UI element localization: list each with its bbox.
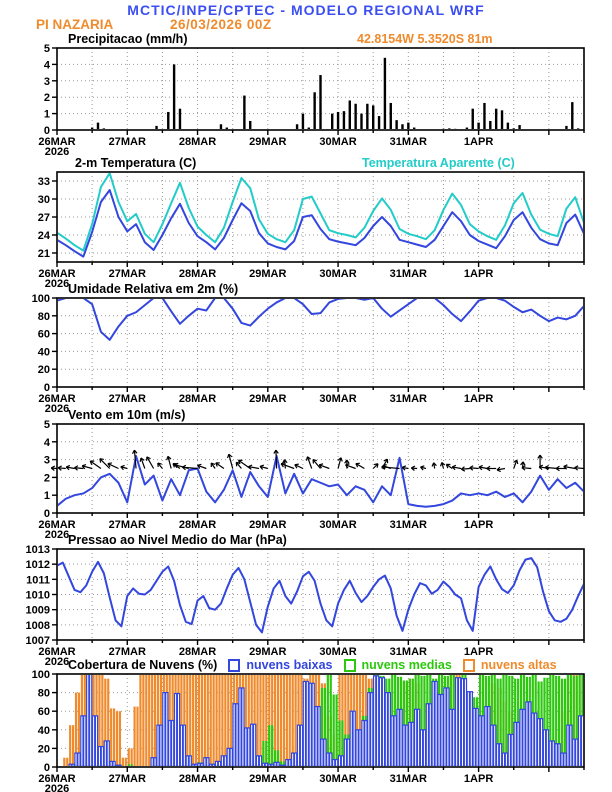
svg-text:40: 40 [37, 346, 50, 359]
svg-text:27MAR: 27MAR [108, 519, 146, 531]
panel-precipitation [38, 43, 584, 158]
mid-clouds-legend-label: nuvens medias [361, 658, 452, 672]
svg-text:80: 80 [37, 310, 50, 323]
svg-text:0: 0 [43, 125, 50, 137]
svg-text:40: 40 [37, 724, 50, 737]
svg-text:1: 1 [43, 490, 50, 503]
svg-text:31MAR: 31MAR [389, 519, 427, 531]
series [57, 298, 584, 340]
svg-text:26MAR: 26MAR [38, 519, 76, 531]
panel-wind [38, 419, 584, 541]
wind-vectors [51, 450, 584, 471]
svg-text:1011: 1011 [26, 574, 50, 587]
page-title: MCTIC/INPE/CPTEC - MODELO REGIONAL WRF [127, 2, 485, 18]
svg-text:30MAR: 30MAR [319, 393, 357, 405]
svg-text:3: 3 [43, 454, 50, 467]
series [91, 58, 579, 130]
svg-text:1008: 1008 [25, 619, 50, 632]
station-label: PI NAZARIA [36, 17, 114, 32]
run-datetime-label: 26/03/2026 00Z [170, 17, 272, 32]
low-clouds-legend-label: nuvens baixas [246, 658, 333, 672]
svg-text:1APR: 1APR [463, 136, 494, 148]
axes [38, 176, 584, 290]
svg-text:2026: 2026 [44, 783, 70, 792]
svg-text:0: 0 [43, 508, 50, 520]
svg-text:1APR: 1APR [463, 268, 494, 280]
svg-text:2026: 2026 [44, 403, 70, 415]
svg-text:28MAR: 28MAR [178, 519, 217, 531]
svg-text:100: 100 [31, 669, 50, 681]
svg-text:24: 24 [37, 230, 50, 242]
svg-text:28MAR: 28MAR [178, 646, 217, 658]
svg-text:30MAR: 30MAR [319, 268, 357, 280]
svg-text:20: 20 [37, 743, 50, 756]
svg-text:1: 1 [43, 108, 50, 121]
svg-text:100: 100 [31, 293, 50, 305]
svg-text:80: 80 [37, 687, 50, 700]
svg-text:21: 21 [37, 248, 50, 260]
svg-text:33: 33 [37, 176, 50, 188]
svg-text:5: 5 [43, 419, 50, 431]
svg-text:1APR: 1APR [463, 773, 494, 785]
wind-title: Vento em 10m (m/s) [68, 408, 186, 422]
svg-text:27MAR: 27MAR [108, 393, 146, 405]
svg-text:26MAR: 26MAR [38, 773, 76, 785]
svg-text:29MAR: 29MAR [249, 773, 287, 785]
svg-text:4: 4 [43, 436, 50, 449]
svg-text:2026: 2026 [44, 656, 70, 668]
svg-text:27MAR: 27MAR [108, 646, 146, 658]
svg-text:29MAR: 29MAR [249, 136, 287, 148]
panel-humidity [32, 293, 584, 415]
clouds-title: Cobertura de Nuvens (%) [68, 658, 218, 672]
svg-text:29MAR: 29MAR [249, 393, 287, 405]
svg-text:1APR: 1APR [463, 393, 494, 405]
svg-text:1APR: 1APR [463, 646, 494, 658]
svg-text:30MAR: 30MAR [319, 136, 357, 148]
svg-text:1APR: 1APR [463, 519, 494, 531]
svg-text:27MAR: 27MAR [108, 268, 146, 280]
svg-text:30MAR: 30MAR [319, 519, 357, 531]
svg-text:0: 0 [43, 762, 50, 774]
svg-text:27MAR: 27MAR [108, 136, 146, 148]
svg-text:30MAR: 30MAR [319, 773, 357, 785]
svg-text:26MAR: 26MAR [38, 393, 76, 405]
svg-text:2026: 2026 [44, 278, 70, 290]
svg-text:26MAR: 26MAR [38, 136, 76, 148]
svg-text:0: 0 [43, 382, 50, 394]
panel-temperature [38, 172, 584, 290]
svg-text:4: 4 [43, 59, 50, 72]
svg-text:30: 30 [37, 194, 50, 206]
svg-text:2026: 2026 [44, 529, 70, 541]
high-clouds-legend-label: nuvens altas [480, 658, 557, 672]
series [57, 558, 584, 632]
svg-text:1012: 1012 [25, 559, 50, 572]
grid [57, 172, 584, 262]
svg-text:1010: 1010 [25, 589, 50, 602]
svg-text:31MAR: 31MAR [389, 646, 427, 658]
svg-text:31MAR: 31MAR [389, 268, 427, 280]
svg-text:2026: 2026 [44, 146, 70, 158]
grid [57, 549, 584, 640]
svg-text:2: 2 [43, 472, 50, 485]
precipitation-title: Precipitacao (mm/h) [68, 32, 188, 46]
svg-text:29MAR: 29MAR [249, 268, 287, 280]
svg-text:31MAR: 31MAR [389, 393, 427, 405]
svg-text:30MAR: 30MAR [319, 646, 357, 658]
svg-text:28MAR: 28MAR [178, 268, 217, 280]
svg-text:29MAR: 29MAR [249, 519, 287, 531]
svg-text:28MAR: 28MAR [178, 136, 217, 148]
svg-text:3: 3 [43, 75, 50, 88]
temperature-title: 2-m Temperatura (C) [75, 156, 197, 170]
svg-text:1013: 1013 [25, 544, 50, 556]
axes [26, 544, 584, 668]
svg-text:20: 20 [37, 364, 50, 377]
location-annotation: 42.8154W 5.3520S 81m [357, 32, 493, 46]
axes [32, 293, 584, 415]
pressure-title: Pressao ao Nivel Medio do Mar (hPa) [68, 533, 287, 547]
series [63, 674, 583, 766]
svg-text:27: 27 [37, 212, 50, 224]
svg-text:1009: 1009 [25, 604, 50, 617]
svg-text:29MAR: 29MAR [249, 646, 287, 658]
svg-text:27MAR: 27MAR [108, 773, 146, 785]
axes [38, 43, 584, 158]
svg-text:60: 60 [37, 706, 50, 719]
apparent-temperature-title: Temperatura Aparente (C) [362, 156, 515, 170]
svg-text:26MAR: 26MAR [38, 646, 76, 658]
svg-text:31MAR: 31MAR [389, 773, 427, 785]
panel-pressure [26, 544, 584, 668]
panel-clouds [32, 669, 584, 792]
series [57, 173, 584, 256]
svg-text:26MAR: 26MAR [38, 268, 76, 280]
svg-text:31MAR: 31MAR [389, 136, 427, 148]
svg-text:1007: 1007 [25, 635, 50, 647]
svg-text:2: 2 [43, 92, 50, 105]
svg-text:60: 60 [37, 328, 50, 341]
humidity-title: Umidade Relativa em 2m (%) [68, 282, 239, 296]
svg-text:28MAR: 28MAR [178, 393, 217, 405]
svg-text:28MAR: 28MAR [178, 773, 217, 785]
svg-text:5: 5 [43, 43, 50, 55]
